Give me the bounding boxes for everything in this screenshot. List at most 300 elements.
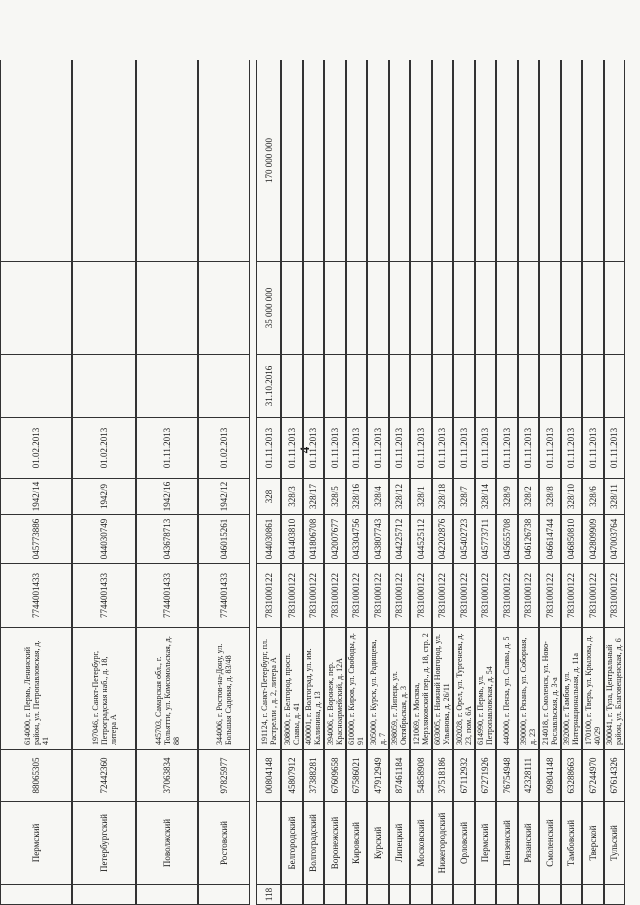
cell-date bbox=[257, 418, 280, 479]
cell-amount-1 bbox=[433, 262, 453, 355]
okpo-text: 72442360 bbox=[99, 757, 109, 794]
inn-text: 7831000122 bbox=[437, 573, 448, 618]
branch-row bbox=[410, 60, 432, 905]
cell-row-no bbox=[282, 885, 302, 905]
cell-address bbox=[1, 628, 71, 750]
date-text: 01.11.2013 bbox=[286, 427, 297, 469]
cell-reg-no bbox=[325, 479, 345, 515]
cell-address bbox=[433, 628, 453, 750]
region-text: Пермский bbox=[31, 823, 41, 863]
address-text: 440000, г. Пенза, ул. Славы, д. 5 bbox=[502, 636, 512, 745]
inn-text: 7831000122 bbox=[501, 573, 512, 618]
cell-amount-2 bbox=[476, 60, 496, 262]
cell-row-no bbox=[433, 885, 453, 905]
cell-amount-2 bbox=[519, 60, 539, 262]
okpo-text: 67112932 bbox=[458, 757, 469, 794]
bank-main-row bbox=[256, 60, 281, 905]
cell-row-no bbox=[540, 885, 560, 905]
cell-okpo bbox=[562, 750, 582, 802]
branch-row bbox=[389, 60, 411, 905]
branch-row bbox=[453, 60, 475, 905]
cell-bik bbox=[433, 515, 453, 564]
cell-amount-1 bbox=[605, 262, 625, 355]
cell-end-date bbox=[257, 355, 280, 418]
inn-text: 7831000122 bbox=[372, 573, 383, 618]
cell-region bbox=[476, 802, 496, 885]
date-text: 01.11.2013 bbox=[501, 427, 512, 469]
date-text: 01.02.2013 bbox=[219, 427, 229, 469]
cell-region bbox=[497, 802, 517, 885]
cell-amount-1 bbox=[282, 262, 302, 355]
cell-date bbox=[1, 418, 71, 479]
reg-no-text: 328/11 bbox=[609, 484, 620, 509]
row-no-text: 118 bbox=[263, 887, 274, 902]
cell-okpo bbox=[433, 750, 453, 802]
cell-region bbox=[282, 802, 302, 885]
cell-amount-2 bbox=[368, 60, 388, 262]
region-text: Курский bbox=[372, 826, 383, 860]
cell-okpo bbox=[605, 750, 625, 802]
cell-region bbox=[304, 802, 324, 885]
cell-address bbox=[605, 628, 625, 750]
inn-text: 7831000122 bbox=[415, 573, 426, 618]
okpo-text: 67271926 bbox=[480, 757, 491, 794]
cell-date bbox=[411, 418, 431, 479]
cell-end-date bbox=[347, 355, 367, 418]
cell-inn bbox=[199, 564, 249, 628]
reg-no-text: 1942/12 bbox=[219, 481, 229, 512]
cell-bik bbox=[497, 515, 517, 564]
inn-text: 7831000122 bbox=[544, 573, 555, 618]
cell-region bbox=[605, 802, 625, 885]
branch-row bbox=[303, 60, 325, 905]
cell-date bbox=[433, 418, 453, 479]
reg-no-text: 328/3 bbox=[286, 486, 297, 507]
cell-amount-1 bbox=[390, 262, 410, 355]
page-number: 4 bbox=[297, 446, 312, 454]
cell-region bbox=[1, 802, 71, 885]
cell-address bbox=[257, 628, 280, 750]
inn-text: 7831000122 bbox=[523, 573, 534, 618]
address-text: 400001, г. Волгоград, ул. им. Калинина, д. 13 bbox=[304, 648, 323, 745]
cell-region bbox=[411, 802, 431, 885]
cell-reg-no bbox=[605, 479, 625, 515]
inn-text: 7744001433 bbox=[99, 573, 109, 618]
cell-region bbox=[390, 802, 410, 885]
cell-amount-1 bbox=[257, 262, 280, 355]
cell-bik bbox=[73, 515, 135, 564]
cell-end-date bbox=[605, 355, 625, 418]
bik-text: 045402723 bbox=[458, 518, 469, 560]
cell-reg-no bbox=[390, 479, 410, 515]
branch-row bbox=[539, 60, 561, 905]
cell-okpo bbox=[519, 750, 539, 802]
inn-text: 7831000122 bbox=[609, 573, 620, 618]
cell-amount-1 bbox=[137, 262, 197, 355]
date-text: 01.11.2013 bbox=[308, 427, 319, 469]
cell-amount-1 bbox=[199, 262, 249, 355]
cell-inn bbox=[562, 564, 582, 628]
cell-bik bbox=[583, 515, 603, 564]
okpo-text: 00804148 bbox=[263, 757, 274, 794]
date-text: 01.11.2013 bbox=[458, 427, 469, 469]
cell-bik bbox=[605, 515, 625, 564]
cell-reg-no bbox=[540, 479, 560, 515]
address-text: 214018, г. Смоленск, ул. Ново-Рославльская, д. 3-а bbox=[540, 641, 559, 745]
region-text: Орловский bbox=[458, 821, 469, 865]
cell-address bbox=[562, 628, 582, 750]
okpo-text: 45807912 bbox=[286, 757, 297, 794]
cell-date bbox=[304, 418, 324, 479]
cell-address bbox=[583, 628, 603, 750]
address-text: 614990, г. Пермь, ул. Петропавловская, д. 54 bbox=[476, 666, 495, 745]
cell-inn bbox=[519, 564, 539, 628]
cell-address bbox=[497, 628, 517, 750]
cell-amount-2 bbox=[347, 60, 367, 262]
date-text: 01.11.2013 bbox=[263, 427, 274, 469]
cell-amount-1 bbox=[454, 262, 474, 355]
cell-row-no bbox=[583, 885, 603, 905]
date-text: 01.11.2013 bbox=[609, 427, 620, 469]
bik-text: 045773711 bbox=[480, 518, 491, 560]
cell-reg-no bbox=[497, 479, 517, 515]
region-text: Пермский bbox=[480, 823, 491, 863]
cell-amount-2 bbox=[540, 60, 560, 262]
bik-text: 047003764 bbox=[609, 518, 620, 560]
reg-no-text: 328/17 bbox=[308, 484, 319, 510]
region-text: Смоленский bbox=[544, 819, 555, 867]
cell-inn bbox=[282, 564, 302, 628]
okpo-text: 88065305 bbox=[31, 757, 41, 794]
cell-date bbox=[73, 418, 135, 479]
region-text: Рязанский bbox=[523, 823, 534, 863]
cell-amount-1 bbox=[325, 262, 345, 355]
cell-end-date bbox=[73, 355, 135, 418]
cell-okpo bbox=[73, 750, 135, 802]
region-text: Тамбовский bbox=[566, 819, 577, 867]
okpo-text: 87461184 bbox=[394, 757, 405, 794]
cell-region bbox=[199, 802, 249, 885]
rotated-table-page bbox=[0, 60, 625, 905]
date-text: 01.11.2013 bbox=[587, 427, 598, 469]
date-text: 01.11.2013 bbox=[415, 427, 426, 469]
cell-okpo bbox=[390, 750, 410, 802]
cell-bik bbox=[257, 515, 280, 564]
reg-no-text: 328/4 bbox=[372, 486, 383, 507]
bik-text: 041806708 bbox=[308, 518, 319, 560]
cell-reg-no bbox=[73, 479, 135, 515]
okpo-text: 42328111 bbox=[523, 757, 534, 794]
date-text: 01.02.2013 bbox=[99, 427, 109, 469]
cell-date bbox=[137, 418, 197, 479]
cell-okpo bbox=[497, 750, 517, 802]
cell-okpo bbox=[411, 750, 431, 802]
cell-amount-1 bbox=[476, 262, 496, 355]
region-text: Ростовский bbox=[219, 821, 229, 866]
okpo-text: 47912949 bbox=[372, 757, 383, 794]
date-text: 01.11.2013 bbox=[566, 427, 577, 469]
cell-bik bbox=[476, 515, 496, 564]
cell-bik bbox=[199, 515, 249, 564]
cell-row-no bbox=[562, 885, 582, 905]
cell-inn bbox=[605, 564, 625, 628]
cell-inn bbox=[325, 564, 345, 628]
bik-text: 043807743 bbox=[372, 518, 383, 560]
cell-end-date bbox=[411, 355, 431, 418]
reg-no-text: 328/12 bbox=[394, 484, 405, 510]
cell-amount-2 bbox=[454, 60, 474, 262]
inn-text: 7831000122 bbox=[587, 573, 598, 618]
cell-amount-2 bbox=[73, 60, 135, 262]
cell-amount-2 bbox=[433, 60, 453, 262]
cell-address bbox=[304, 628, 324, 750]
bik-text: 043678713 bbox=[162, 518, 172, 560]
cell-inn bbox=[368, 564, 388, 628]
region-text: Московский bbox=[415, 819, 426, 867]
cell-row-no bbox=[73, 885, 135, 905]
reg-no-text: 328/7 bbox=[458, 486, 469, 507]
address-text: 603005, г. Нижний Новгород, ул. Ульянова, д. 26/11 bbox=[433, 634, 452, 745]
okpo-text: 67586021 bbox=[351, 757, 362, 794]
okpo-text: 67609658 bbox=[329, 757, 340, 794]
cell-amount-2 bbox=[411, 60, 431, 262]
cell-inn bbox=[1, 564, 71, 628]
cell-reg-no bbox=[454, 479, 474, 515]
cell-region bbox=[347, 802, 367, 885]
cell-date bbox=[562, 418, 582, 479]
cell-date bbox=[325, 418, 345, 479]
cell-address bbox=[368, 628, 388, 750]
cell-amount-1 bbox=[411, 262, 431, 355]
branch-row bbox=[582, 60, 604, 905]
address-text: 445703, Самарская обл., г. Тольятти, ул. Комсомольская, д. 88 bbox=[153, 636, 181, 745]
branch-row bbox=[604, 60, 626, 905]
cell-region bbox=[257, 802, 280, 885]
region-text: Липецкий bbox=[394, 823, 405, 863]
cell-amount-1 bbox=[562, 262, 582, 355]
cell-region bbox=[454, 802, 474, 885]
reg-no-text: 1942/9 bbox=[99, 484, 109, 510]
cell-date bbox=[199, 418, 249, 479]
cell-date bbox=[476, 418, 496, 479]
cell-region bbox=[368, 802, 388, 885]
branch-row bbox=[346, 60, 368, 905]
pre-row bbox=[136, 60, 198, 905]
cell-end-date bbox=[540, 355, 560, 418]
cell-amount-2 bbox=[583, 60, 603, 262]
date-text: 01.11.2013 bbox=[351, 427, 362, 469]
cell-row-no bbox=[257, 885, 280, 905]
cell-end-date bbox=[519, 355, 539, 418]
address-text: 191124, г. Санкт-Петербург, пл. Растрелли , д. 2, литера А bbox=[259, 639, 278, 745]
cell-end-date bbox=[390, 355, 410, 418]
okpo-text: 54858908 bbox=[415, 757, 426, 794]
cell-region bbox=[540, 802, 560, 885]
address-text: 197046, г. Санкт-Петербург, Петроградская наб., д. 18, литера А bbox=[90, 650, 118, 745]
amount-2-text: 170 000 000 bbox=[263, 138, 274, 183]
cell-inn bbox=[304, 564, 324, 628]
inn-text: 7831000122 bbox=[329, 573, 340, 618]
cell-okpo bbox=[304, 750, 324, 802]
branch-row bbox=[367, 60, 389, 905]
branch-row bbox=[496, 60, 518, 905]
cell-bik bbox=[519, 515, 539, 564]
address-text: 390000, г. Рязань, ул. Соборная, д. 23 bbox=[519, 637, 538, 745]
cell-okpo bbox=[368, 750, 388, 802]
cell-inn bbox=[411, 564, 431, 628]
address-text: 300041, г. Тула, Центральный район, ул. Благовещенская, д. 6 bbox=[605, 638, 624, 745]
cell-amount-2 bbox=[390, 60, 410, 262]
cell-address bbox=[411, 628, 431, 750]
cell-okpo bbox=[325, 750, 345, 802]
cell-end-date bbox=[304, 355, 324, 418]
date-text: 01.11.2013 bbox=[480, 427, 491, 469]
date-text: 01.11.2013 bbox=[162, 427, 172, 469]
cell-amount-1 bbox=[347, 262, 367, 355]
bik-text: 044525112 bbox=[415, 518, 426, 560]
pre-row bbox=[198, 60, 250, 905]
cell-region bbox=[583, 802, 603, 885]
cell-okpo bbox=[282, 750, 302, 802]
address-text: 302028, г. Орел, ул. Тургенева, д. 23, пом. 6А bbox=[454, 633, 473, 745]
date-text: 01.11.2013 bbox=[329, 427, 340, 469]
date-text: 01.11.2013 bbox=[372, 427, 383, 469]
cell-okpo bbox=[454, 750, 474, 802]
cell-address bbox=[540, 628, 560, 750]
region-text: Нижегородский bbox=[437, 812, 448, 874]
bik-text: 046614744 bbox=[544, 518, 555, 560]
cell-region bbox=[433, 802, 453, 885]
bik-text: 042007677 bbox=[329, 518, 340, 560]
cell-amount-2 bbox=[199, 60, 249, 262]
address-text: 305000, г. Курск, ул. Радищева, д. 7 bbox=[368, 639, 387, 745]
region-text: Воронежский bbox=[329, 816, 340, 870]
cell-row-no bbox=[454, 885, 474, 905]
reg-no-text: 328/9 bbox=[501, 486, 512, 507]
branch-row bbox=[518, 60, 540, 905]
cell-address bbox=[476, 628, 496, 750]
cell-okpo bbox=[476, 750, 496, 802]
cell-end-date bbox=[325, 355, 345, 418]
cell-reg-no bbox=[368, 479, 388, 515]
inn-text: 7744001433 bbox=[219, 573, 229, 618]
cell-end-date bbox=[583, 355, 603, 418]
cell-row-no bbox=[605, 885, 625, 905]
inn-text: 7831000122 bbox=[263, 573, 274, 618]
cell-inn bbox=[73, 564, 135, 628]
branch-row bbox=[475, 60, 497, 905]
cell-date bbox=[519, 418, 539, 479]
bik-text: 045773886 bbox=[31, 518, 41, 560]
cell-address bbox=[199, 628, 249, 750]
region-text: Петербургский bbox=[99, 814, 109, 872]
address-text: 121069, г. Москва, Мерзляковский пер., д. 18, стр. 2 bbox=[411, 633, 430, 745]
cell-row-no bbox=[390, 885, 410, 905]
cell-reg-no bbox=[304, 479, 324, 515]
cell-bik bbox=[1, 515, 71, 564]
cell-amount-2 bbox=[282, 60, 302, 262]
okpo-text: 09804148 bbox=[544, 757, 555, 794]
cell-date bbox=[540, 418, 560, 479]
cell-address bbox=[519, 628, 539, 750]
cell-amount-1 bbox=[1, 262, 71, 355]
bik-text: 042202876 bbox=[437, 518, 448, 560]
region-text: Тверской bbox=[587, 825, 598, 861]
cell-date bbox=[454, 418, 474, 479]
okpo-text: 37063834 bbox=[162, 757, 172, 794]
pre-row bbox=[72, 60, 136, 905]
reg-no-text: 328/10 bbox=[566, 484, 577, 510]
cell-row-no bbox=[497, 885, 517, 905]
reg-no-text: 328/6 bbox=[587, 486, 598, 507]
cell-okpo bbox=[199, 750, 249, 802]
cell-amount-1 bbox=[583, 262, 603, 355]
date-text: 01.02.2013 bbox=[31, 427, 41, 469]
cell-date bbox=[390, 418, 410, 479]
okpo-text: 37518186 bbox=[437, 757, 448, 794]
inn-text: 7831000122 bbox=[351, 573, 362, 618]
cell-bik bbox=[368, 515, 388, 564]
address-text: 392000, г. Тамбов, ул. Интернациональная, д. 11а bbox=[562, 653, 581, 745]
cell-inn bbox=[540, 564, 560, 628]
cell-region bbox=[325, 802, 345, 885]
cell-reg-no bbox=[137, 479, 197, 515]
address-text: 344006, г. Ростов-на-Дону, ул. Большая Садовая, д. 83/48 bbox=[215, 643, 233, 745]
bik-text: 042809909 bbox=[587, 518, 598, 560]
cell-inn bbox=[454, 564, 474, 628]
cell-amount-1 bbox=[497, 262, 517, 355]
cell-region bbox=[562, 802, 582, 885]
reg-no-text: 328/2 bbox=[523, 486, 534, 507]
reg-no-text: 328/8 bbox=[544, 486, 555, 507]
cell-end-date bbox=[454, 355, 474, 418]
cell-reg-no bbox=[199, 479, 249, 515]
reg-no-text: 328 bbox=[263, 489, 274, 504]
date-text: 01.11.2013 bbox=[544, 427, 555, 469]
cell-reg-no bbox=[257, 479, 280, 515]
cell-end-date bbox=[282, 355, 302, 418]
cell-region bbox=[137, 802, 197, 885]
cell-amount-2 bbox=[497, 60, 517, 262]
cell-date bbox=[583, 418, 603, 479]
branch-row bbox=[432, 60, 454, 905]
cell-reg-no bbox=[562, 479, 582, 515]
cell-amount-2 bbox=[325, 60, 345, 262]
branch-row bbox=[281, 60, 303, 905]
pre-row bbox=[0, 60, 72, 905]
cell-address bbox=[454, 628, 474, 750]
cell-date bbox=[347, 418, 367, 479]
address-text: 610000, г. Киров, ул. Свободы, д. 91 bbox=[347, 633, 366, 745]
reg-no-text: 328/18 bbox=[437, 484, 448, 510]
region-text: Пензенский bbox=[501, 820, 512, 866]
bik-text: 046850810 bbox=[566, 518, 577, 560]
okpo-text: 67244970 bbox=[587, 757, 598, 794]
bik-text: 044030861 bbox=[263, 518, 274, 560]
cell-amount-2 bbox=[562, 60, 582, 262]
address-text: 398059, г. Липецк, ул. Октябрьская, д. 3 bbox=[390, 671, 409, 745]
date-text: 01.11.2013 bbox=[394, 427, 405, 469]
region-text: Кировский bbox=[351, 821, 362, 865]
cell-okpo bbox=[540, 750, 560, 802]
cell-bik bbox=[137, 515, 197, 564]
cell-okpo bbox=[257, 750, 280, 802]
cell-bik bbox=[304, 515, 324, 564]
cell-row-no bbox=[325, 885, 345, 905]
date-text: 01.11.2013 bbox=[523, 427, 534, 469]
bik-text: 045655708 bbox=[501, 518, 512, 560]
inn-text: 7831000122 bbox=[458, 573, 469, 618]
